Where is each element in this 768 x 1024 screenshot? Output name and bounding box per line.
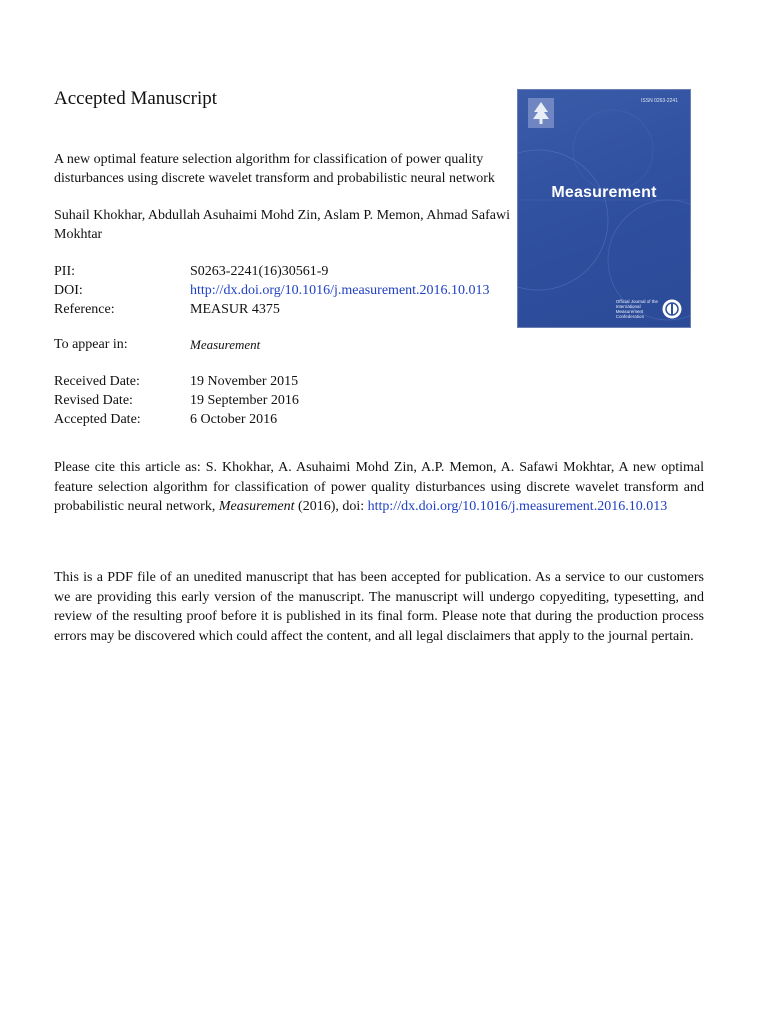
- imeko-badge-icon: [662, 299, 682, 319]
- journal-cover-image: [517, 89, 691, 328]
- accepted-value: 6 October 2016: [190, 412, 278, 427]
- accepted-row: [54, 410, 299, 429]
- journal-name: Measurement: [190, 337, 261, 352]
- elsevier-tree-logo-icon: [528, 98, 554, 128]
- journal-block: [54, 335, 260, 354]
- reference-value: MEASUR 4375: [190, 302, 280, 317]
- cover-issn: ISSN 0263-2241: [641, 98, 678, 104]
- manuscript-heading: Accepted Manuscript: [54, 88, 218, 109]
- doi-label: DOI:: [54, 283, 83, 298]
- received-label: Received Date:: [54, 374, 140, 389]
- article-title: A new optimal feature selection algorithm for classification of power quality disturbances using discrete wavelet transform and probabilistic neural network: [54, 152, 495, 186]
- revised-label: Revised Date:: [54, 393, 133, 408]
- received-value: 19 November 2015: [190, 374, 299, 389]
- citation-journal: Measurement: [218, 499, 295, 514]
- article-authors: Suhail Khokhar, Abdullah Asuhaimi Mohd Zin, Aslam P. Memon, Ahmad Safawi Mokhtar: [54, 208, 510, 242]
- imeko-mark: [616, 299, 682, 319]
- cover-journal-title: Measurement: [551, 184, 657, 201]
- citation-text: Please cite this article as: S. Khokhar, A. Asuhaimi Mohd Zin, A.P. Memon, A. Safawi Mokhtar, A new optimal feature selection algorithm for classification of power quality disturbances using discrete wavelet transform and probabilistic neural network,: [54, 460, 704, 514]
- revised-row: [54, 391, 299, 410]
- pii-row: [54, 262, 490, 281]
- citation-middle: (2016), doi:: [294, 499, 368, 514]
- dates-block: [54, 372, 299, 429]
- imeko-text: Official Journal of the International Measurement Confederation: [615, 299, 658, 319]
- manuscript-notice: This is a PDF file of an unedited manuscript that has been accepted for publication. As a service to our customers we are providing this early version of the manuscript. The manuscript will undergo copyediting, typesetting, and review of the resulting proof before it is published in its final form. Please note that during the production process errors may be discovered which could affect the content, and all legal disclaimers that apply to the journal pertain.: [54, 570, 704, 644]
- journal-label: To appear in:: [54, 337, 128, 352]
- reference-row: [54, 300, 490, 319]
- citation-doi-link[interactable]: http://dx.doi.org/10.1016/j.measurement.2016.10.013: [367, 499, 668, 514]
- reference-label: Reference:: [54, 302, 115, 317]
- doi-row: [54, 281, 490, 300]
- accepted-label: Accepted Date:: [54, 412, 141, 427]
- citation-paragraph: [54, 458, 704, 517]
- doi-link[interactable]: http://dx.doi.org/10.1016/j.measurement.2016.10.013: [190, 283, 490, 298]
- journal-row: [54, 335, 260, 354]
- received-row: [54, 372, 299, 391]
- revised-value: 19 September 2016: [190, 393, 299, 408]
- pii-label: PII:: [54, 264, 75, 279]
- identifiers-block: [54, 262, 490, 319]
- pii-value: S0263-2241(16)30561-9: [190, 264, 329, 279]
